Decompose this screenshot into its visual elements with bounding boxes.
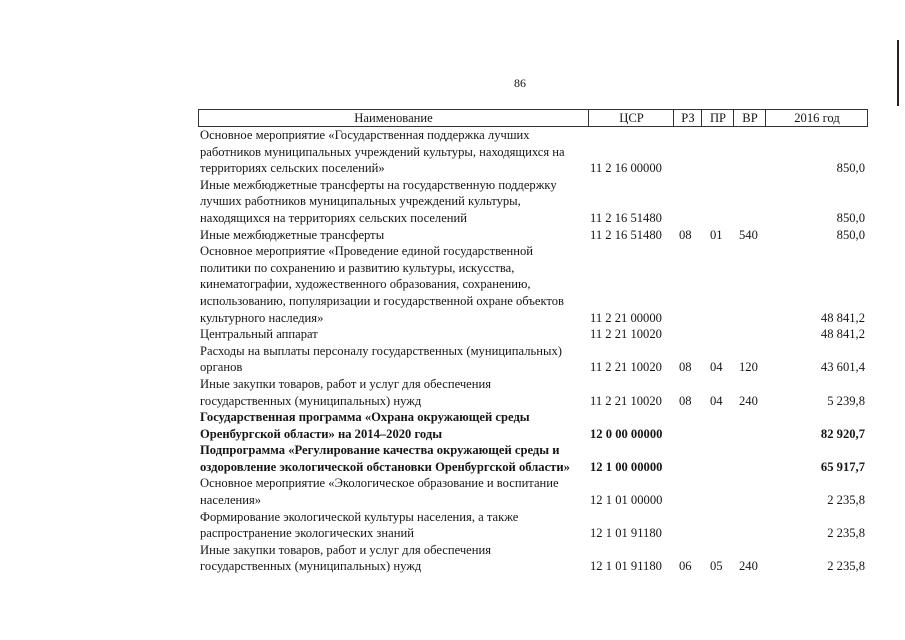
- page-number: 86: [514, 76, 526, 90]
- row-rz: 08: [679, 227, 692, 242]
- row-pr: 04: [710, 393, 723, 408]
- table-row: [198, 509, 868, 542]
- row-pr: 01: [710, 227, 723, 242]
- row-name-line: Иные межбюджетные трансферты на государственную поддержку: [200, 177, 557, 192]
- row-rz: 06: [679, 559, 692, 574]
- header-rz: РЗ: [673, 110, 702, 126]
- row-name: [198, 227, 585, 244]
- row-value: 48 841,2: [820, 327, 865, 342]
- row-name-line: культурного наследия»: [200, 310, 324, 325]
- row-name-line: государственных (муниципальных) нужд: [200, 393, 422, 408]
- row-csr: 12 0 00 00000: [590, 426, 663, 441]
- table-row: [198, 542, 868, 575]
- row-name-line: Формирование экологической культуры населения, а также: [200, 509, 519, 524]
- row-csr: 11 2 21 10020: [590, 327, 662, 342]
- table-body: [198, 127, 868, 575]
- row-name-line: территориях сельских поселений»: [200, 161, 385, 176]
- row-name-line: находящихся на территориях сельских поселений: [200, 210, 468, 225]
- row-csr: 12 1 01 00000: [590, 493, 663, 508]
- row-vr: 240: [739, 393, 758, 408]
- row-name-line: Центральный аппарат: [200, 327, 318, 342]
- row-rz: 08: [679, 360, 692, 375]
- row-name: [198, 442, 585, 475]
- row-name-line: Иные закупки товаров, работ и услуг для обеспечения: [200, 376, 492, 391]
- table-row: [198, 326, 868, 343]
- row-name-line: Расходы на выплаты персоналу государственных (муниципальных): [200, 343, 562, 358]
- row-value: 850,0: [836, 161, 865, 176]
- row-name-line: Основное мероприятие «Экологическое образование и воспитание: [200, 476, 559, 491]
- table-row: [198, 442, 868, 475]
- row-name: [198, 509, 585, 542]
- table-row: [198, 243, 868, 326]
- row-name-line: лучших работников муниципальных учреждений культуры,: [200, 194, 521, 209]
- row-name-line: кинематографии, художественного образования, сохранению,: [200, 277, 531, 292]
- row-value: 2 235,8: [827, 526, 865, 541]
- row-name-line: органов: [200, 360, 243, 375]
- row-name-line: политики по сохранению и развитию культуры, искусства,: [200, 260, 515, 275]
- row-name-line: оздоровление экологической обстановки Оренбургской области»: [200, 459, 570, 474]
- row-csr: 11 2 16 51480: [590, 227, 662, 242]
- row-csr: 12 1 01 91180: [590, 526, 662, 541]
- row-name-line: Подпрограмма «Регулирование качества окружающей среды и: [200, 443, 560, 458]
- row-value: 2 235,8: [827, 559, 865, 574]
- row-name-line: Основное мероприятие «Государственная поддержка лучших: [200, 128, 530, 142]
- table-row: [198, 177, 868, 227]
- row-vr: 120: [739, 360, 758, 375]
- row-value: 48 841,2: [820, 310, 865, 325]
- row-pr: 04: [710, 360, 723, 375]
- row-name: [198, 243, 585, 326]
- table-row: [198, 127, 868, 177]
- row-value: 2 235,8: [827, 493, 865, 508]
- row-csr: 12 1 00 00000: [590, 459, 663, 474]
- row-name: [198, 542, 585, 575]
- row-value: 65 917,7: [820, 459, 865, 474]
- row-csr: 11 2 21 00000: [590, 310, 662, 325]
- row-vr: 540: [739, 227, 758, 242]
- row-name-line: Государственная программа «Охрана окружающей среды: [200, 410, 530, 425]
- row-value: 850,0: [836, 210, 865, 225]
- row-name: [198, 326, 585, 343]
- table-row: [198, 227, 868, 244]
- header-name: Наименование: [354, 111, 433, 125]
- row-csr: 12 1 01 91180: [590, 559, 662, 574]
- row-name: [198, 376, 585, 409]
- row-name-line: государственных (муниципальных) нужд: [200, 559, 422, 574]
- row-name-line: работников муниципальных учреждений культуры, находящихся на: [200, 144, 565, 159]
- header-year: 2016 год: [765, 110, 868, 126]
- table-row: [198, 409, 868, 442]
- row-name: [198, 475, 585, 508]
- row-name-line: населения»: [200, 493, 262, 508]
- budget-table: [198, 109, 868, 575]
- header-vr: ВР: [733, 110, 766, 126]
- row-name: [198, 177, 585, 227]
- table-row: [198, 343, 868, 376]
- row-name: [198, 409, 585, 442]
- row-value: 850,0: [836, 227, 865, 242]
- table-row: [198, 376, 868, 409]
- row-csr: 11 2 21 10020: [590, 360, 662, 375]
- row-pr: 05: [710, 559, 723, 574]
- row-csr: 11 2 16 51480: [590, 210, 662, 225]
- row-name-line: использованию, популяризации и государственной охране объектов: [200, 293, 565, 308]
- row-name-line: Иные межбюджетные трансферты: [200, 227, 385, 242]
- row-name-line: Иные закупки товаров, работ и услуг для обеспечения: [200, 542, 492, 557]
- header-csr: ЦСР: [588, 110, 674, 126]
- row-name-line: распространение экологических знаний: [200, 526, 414, 541]
- row-name-line: Оренбургской области» на 2014–2020 годы: [200, 426, 443, 441]
- row-vr: 240: [739, 559, 758, 574]
- row-csr: 11 2 16 00000: [590, 161, 662, 176]
- row-value: 82 920,7: [820, 426, 865, 441]
- row-value: 43 601,4: [820, 360, 865, 375]
- row-csr: 11 2 21 10020: [590, 393, 662, 408]
- row-name: [198, 343, 585, 376]
- row-value: 5 239,8: [827, 393, 865, 408]
- header-pr: ПР: [701, 110, 734, 126]
- table-row: [198, 475, 868, 508]
- scan-edge-line: [897, 40, 899, 106]
- table-header: [198, 109, 868, 127]
- row-rz: 08: [679, 393, 692, 408]
- row-name-line: Основное мероприятие «Проведение единой государственной: [200, 244, 534, 259]
- row-name: [198, 127, 585, 177]
